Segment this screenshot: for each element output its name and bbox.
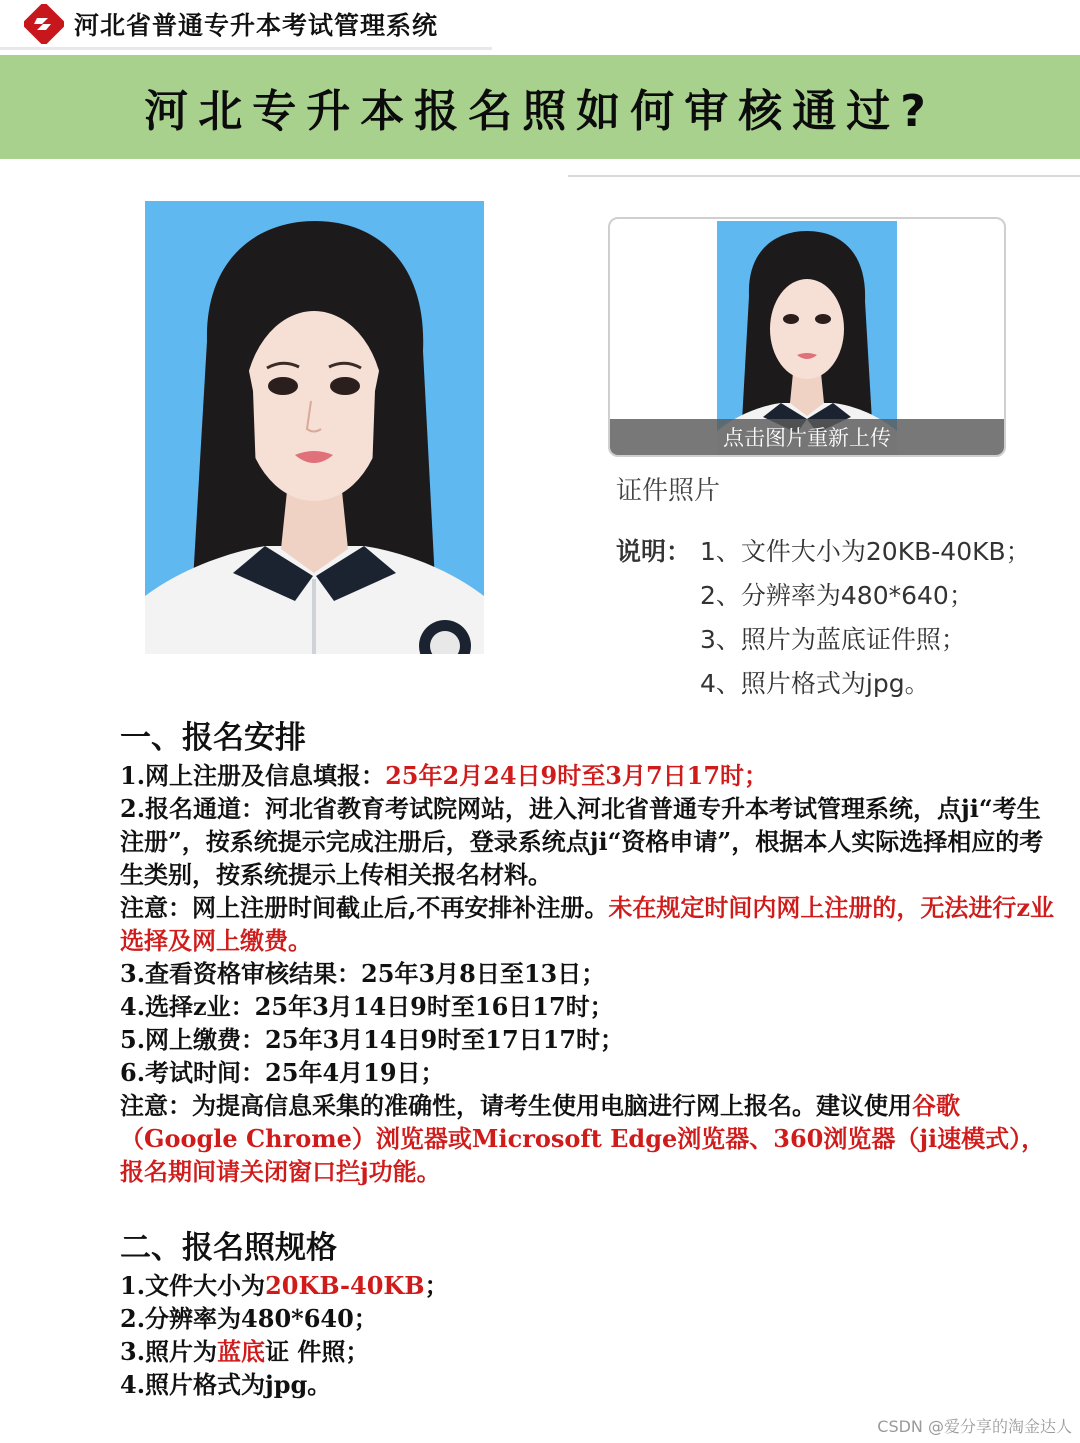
paragraph-note-2: 注意：为提高信息采集的准确性，请考生使用电脑进行网上报名。建议使用谷歌（Google Chrome）浏览器或Microsoft Edge浏览器、360浏览器（ji速模式），报名期间请关闭窗口拦j功能。 <box>120 1091 1046 1186</box>
photo-upload-card[interactable] <box>608 217 1006 457</box>
spec-format: 4.照片格式为jpg。 <box>120 1370 332 1399</box>
id-photo-large <box>145 201 484 654</box>
list-item: 2、分辨率为480*640； <box>700 581 974 610</box>
upload-requirements <box>616 530 1031 706</box>
section-heading-photo-spec: 二、报名照规格 <box>120 1230 337 1266</box>
highlight-warning: 未在规定时间内网上注册的，无法进行z业选择及网上缴费。 <box>120 893 1054 955</box>
highlight-date: 25年2月24日9时至3月7日17时； <box>385 761 769 790</box>
spec-resolution: 2.分辨率为480*640； <box>120 1304 378 1333</box>
spec-background: 3.照片为蓝底证 件照； <box>120 1337 370 1366</box>
paragraph-exam-date: 6.考试时间：25年4月19日； <box>120 1058 445 1087</box>
hebei-logo-icon <box>24 4 64 44</box>
article-body <box>120 718 1055 1401</box>
page-title: 河北专升本报名照如何审核通过? <box>144 86 936 137</box>
requirements-list <box>700 530 1031 706</box>
notes-label: 说明： <box>616 537 692 566</box>
highlight-browser: 谷歌（Google Chrome）浏览器或Microsoft Edge浏览器、360浏览器（ji速模式），报名期间请关闭窗口拦j功能。 <box>120 1091 1046 1186</box>
paragraph-registration: 1.网上注册及信息填报：25年2月24日9时至3月7日17时； <box>120 761 769 790</box>
list-item: 1、文件大小为20KB-40KB； <box>700 537 1031 566</box>
section-heading-arrangement: 一、报名安排 <box>120 720 306 756</box>
photo-field-label: 证件照片 <box>616 476 721 506</box>
list-item: 4、照片格式为jpg。 <box>700 669 930 698</box>
divider <box>568 175 1080 177</box>
paragraph-major: 4.选择z业：25年3月14日9时至16日17时； <box>120 992 614 1021</box>
paragraph-payment: 5.网上缴费：25年3月14日9时至17日17时； <box>120 1025 625 1054</box>
reupload-button[interactable]: 点击图片重新上传 <box>610 419 1004 455</box>
spec-file-size: 1.文件大小为20KB-40KB； <box>120 1271 449 1300</box>
brand-header <box>0 0 492 50</box>
paragraph-review: 3.查看资格审核结果：25年3月8日至13日； <box>120 959 606 988</box>
watermark: CSDN @爱分享的淘金达人 <box>877 1417 1072 1436</box>
title-banner <box>0 55 1080 159</box>
paragraph-channel: 2.报名通道：河北省教育考试院网站，进入河北省普通专升本考试管理系统，点ji“考生注册”，按系统提示完成注册后，登录系统点ji“资格申请”，根据本人实际选择相应的考生类别，按系统提示上传相关报名材料。 <box>120 794 1044 889</box>
brand-name: 河北省普通专升本考试管理系统 <box>74 10 439 40</box>
paragraph-note-1: 注意：网上注册时间截止后,不再安排补注册。未在规定时间内网上注册的，无法进行z业选择及网上缴费。 <box>120 893 1054 955</box>
list-item: 3、照片为蓝底证件照； <box>700 625 966 654</box>
